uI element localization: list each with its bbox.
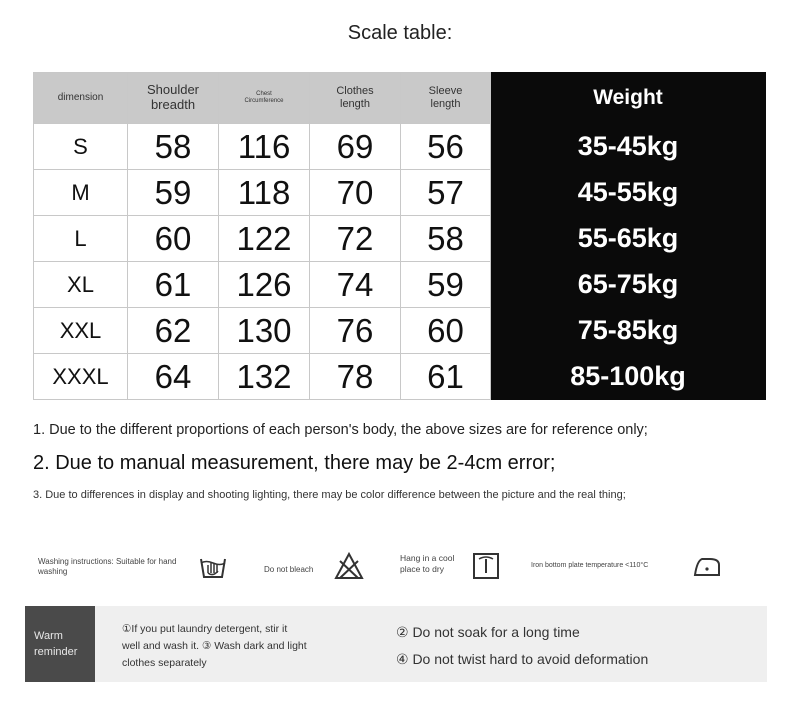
table-row	[34, 354, 766, 400]
care-dry-text	[400, 553, 454, 574]
header-dimension: dimension	[34, 73, 128, 124]
chest-value: 130	[219, 308, 310, 354]
reminder-tip-2: ② Do not soak for a long time	[396, 624, 580, 640]
reminder-label-line1: Warm	[34, 629, 63, 642]
shoulder-value: 58	[128, 124, 219, 170]
weight-value: 75-85kg	[491, 308, 766, 354]
reminder-tip-1-line1: ①If you put laundry detergent, stir it	[122, 623, 288, 635]
length-value: 76	[310, 308, 401, 354]
table-row	[34, 170, 766, 216]
shoulder-value: 59	[128, 170, 219, 216]
note-1: 1. Due to the different proportions of each person's body, the above sizes are for reference only;	[33, 422, 648, 438]
page-title: Scale table:	[347, 22, 453, 44]
size-label: XXL	[34, 308, 128, 354]
note-2: 2. Due to manual measurement, there may be 2-4cm error;	[33, 452, 556, 474]
warm-reminder-label	[25, 606, 95, 682]
header-length	[310, 73, 401, 124]
sleeve-value: 56	[401, 124, 491, 170]
header-sleeve-line1: Sleeve	[428, 85, 463, 98]
reminder-tip-1-line2: well and wash it. ③ Wash dark and light	[122, 639, 307, 652]
header-shoulder	[128, 73, 219, 124]
sleeve-value: 61	[401, 354, 491, 400]
weight-value: 35-45kg	[491, 124, 766, 170]
table-row	[34, 216, 766, 262]
reminder-label-line2: reminder	[34, 646, 78, 658]
weight-value: 45-55kg	[491, 170, 766, 216]
header-shoulder-line1: Shoulder	[146, 82, 200, 98]
sleeve-value: 57	[401, 170, 491, 216]
care-wash-text	[38, 557, 188, 577]
table-row	[34, 308, 766, 354]
reminder-tip-1	[122, 621, 307, 671]
note-3: 3. Due to differences in display and shooting lighting, there may be color difference between the picture and the real thing;	[33, 489, 626, 501]
care-wash-line2: washing	[38, 567, 68, 576]
header-weight: Weight	[491, 73, 766, 124]
header-shoulder-line2: breadth	[150, 97, 196, 112]
length-value: 78	[310, 354, 401, 400]
chest-value: 118	[219, 170, 310, 216]
chest-value: 132	[219, 354, 310, 400]
header-length-line2: length	[340, 98, 370, 110]
chest-value: 116	[219, 124, 310, 170]
weight-value: 85-100kg	[491, 354, 766, 400]
iron-icon	[692, 551, 722, 581]
shoulder-value: 62	[128, 308, 219, 354]
reminder-tip-1-line3: clothes separately	[122, 656, 207, 669]
no-bleach-icon	[334, 551, 364, 581]
header-length-line1: Clothes	[336, 85, 374, 98]
care-dry-line2: place to dry	[400, 563, 444, 574]
length-value: 70	[310, 170, 401, 216]
header-chest-line1: Chest	[256, 91, 272, 98]
care-wash-line1: Washing instructions: Suitable for hand	[38, 557, 177, 566]
shoulder-value: 61	[128, 262, 219, 308]
chest-value: 122	[219, 216, 310, 262]
size-label: M	[34, 170, 128, 216]
size-label: L	[34, 216, 128, 262]
header-sleeve-line2: length	[430, 98, 461, 110]
header-sleeve	[401, 73, 491, 124]
header-chest-line2: Circumference	[244, 98, 284, 104]
shoulder-value: 64	[128, 354, 219, 400]
weight-value: 55-65kg	[491, 216, 766, 262]
sleeve-value: 59	[401, 262, 491, 308]
header-chest	[219, 73, 310, 124]
weight-value: 65-75kg	[491, 262, 766, 308]
hang-dry-icon	[471, 551, 501, 581]
size-label: XXXL	[34, 354, 128, 400]
length-value: 74	[310, 262, 401, 308]
care-iron-text: Iron bottom plate temperature <110°C	[531, 562, 649, 569]
size-table	[33, 72, 766, 400]
chest-value: 126	[219, 262, 310, 308]
shoulder-value: 60	[128, 216, 219, 262]
size-label: S	[34, 124, 128, 170]
sleeve-value: 58	[401, 216, 491, 262]
table-body	[34, 124, 766, 400]
table-row	[34, 124, 766, 170]
sleeve-value: 60	[401, 308, 491, 354]
length-value: 69	[310, 124, 401, 170]
care-dry-line1: Hang in a cool	[400, 553, 455, 563]
hand-wash-icon	[198, 551, 228, 581]
length-value: 72	[310, 216, 401, 262]
table-row	[34, 262, 766, 308]
table-header-row	[34, 73, 766, 124]
reminder-tip-4: ④ Do not twist hard to avoid deformation	[396, 651, 649, 667]
size-label: XL	[34, 262, 128, 308]
care-bleach-text: Do not bleach	[264, 565, 314, 574]
